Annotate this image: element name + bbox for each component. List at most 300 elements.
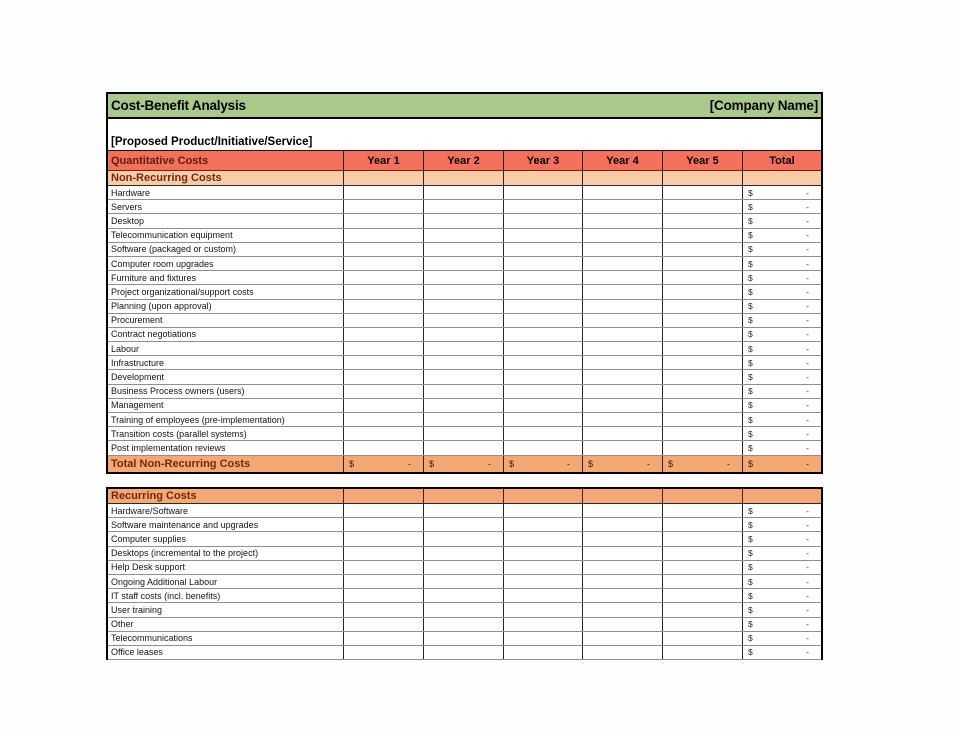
year-3-value-cell[interactable] [504,399,583,412]
year-4-value-cell[interactable] [583,618,663,631]
year-4-value-cell[interactable] [583,229,663,242]
year-1-value-cell[interactable] [344,532,424,545]
year-3-value-cell[interactable] [504,257,583,270]
currency-symbol: $ [748,286,753,297]
total-value-cell[interactable] [743,589,821,602]
year-3-value-cell[interactable] [504,603,583,616]
year-3-value-cell[interactable] [504,314,583,327]
year-2-value-cell[interactable] [424,385,504,398]
year-1-value-cell[interactable] [344,518,424,531]
currency-symbol: $ [748,201,753,212]
section-header-recurring [108,489,821,504]
table-row [108,385,821,399]
total-value-cell[interactable] [743,532,821,545]
table-row [108,356,821,370]
total-value-cell[interactable] [743,314,821,327]
year-1-value-cell[interactable] [344,370,424,383]
year-3-value-cell[interactable] [504,328,583,341]
table-row [108,547,821,561]
amount-dash: - [567,458,570,469]
amount-dash: - [806,272,809,283]
total-value-cell[interactable] [743,603,821,616]
total-year-5-cell[interactable] [663,456,743,472]
total-value-cell[interactable] [743,200,821,213]
year-4-value-cell[interactable] [583,257,663,270]
year-5-value-cell[interactable] [663,603,743,616]
currency-symbol: $ [748,187,753,198]
total-value-cell[interactable] [743,257,821,270]
amount-dash: - [647,458,650,469]
year-5-value-cell[interactable] [663,214,743,227]
column-header-year-5: Year 5 [663,151,743,170]
year-5-value-cell[interactable] [663,385,743,398]
year-2-value-cell[interactable] [424,314,504,327]
year-3-value-cell[interactable] [504,370,583,383]
year-1-value-cell[interactable] [344,385,424,398]
table-row [108,575,821,589]
year-5-value-cell[interactable] [663,314,743,327]
year-5-value-cell[interactable] [663,618,743,631]
empty-cell [743,489,821,503]
year-3-value-cell[interactable] [504,385,583,398]
year-1-value-cell[interactable] [344,575,424,588]
total-value-cell[interactable] [743,214,821,227]
total-non-recurring-row [108,456,821,472]
year-2-value-cell[interactable] [424,646,504,659]
table-row [108,271,821,285]
year-3-value-cell[interactable] [504,589,583,602]
currency-symbol: $ [748,272,753,283]
empty-cell [583,489,663,503]
currency-symbol: $ [588,458,594,469]
currency-symbol: $ [748,505,753,516]
table-row [108,243,821,257]
amount-dash: - [408,458,411,469]
column-header-total: Total [769,154,795,167]
year-1-value-cell[interactable] [344,214,424,227]
row-label: Office leases [108,646,344,659]
total-value-cell[interactable] [743,328,821,341]
row-label: Contract negotiations [108,328,344,341]
total-value-cell[interactable] [743,547,821,560]
currency-symbol: $ [748,604,753,615]
year-5-value-cell[interactable] [663,589,743,602]
year-2-value-cell[interactable] [424,342,504,355]
year-3-value-cell[interactable] [504,575,583,588]
year-2-value-cell[interactable] [424,285,504,298]
year-2-value-cell[interactable] [424,200,504,213]
amount-dash: - [806,505,809,516]
year-1-value-cell[interactable] [344,441,424,454]
year-2-value-cell[interactable] [424,328,504,341]
year-3-value-cell[interactable] [504,547,583,560]
year-2-value-cell[interactable] [424,413,504,426]
currency-symbol: $ [748,258,753,269]
total-value-cell[interactable] [743,271,821,284]
year-5-value-cell[interactable] [663,328,743,341]
amount-dash: - [806,576,809,587]
amount-dash: - [806,315,809,326]
row-label: Other [108,618,344,631]
empty-cell [663,489,743,503]
year-5-value-cell[interactable] [663,271,743,284]
year-3-value-cell[interactable] [504,229,583,242]
year-1-value-cell[interactable] [344,186,424,199]
column-header-year-1: Year 1 [344,151,424,170]
row-label: Procurement [108,314,344,327]
year-3-value-cell[interactable] [504,646,583,659]
year-2-value-cell[interactable] [424,504,504,517]
empty-cell [424,171,504,185]
year-5-value-cell[interactable] [663,285,743,298]
amount-dash: - [806,619,809,630]
year-5-value-cell[interactable] [663,413,743,426]
year-1-value-cell[interactable] [344,561,424,574]
year-4-value-cell[interactable] [583,561,663,574]
year-2-value-cell[interactable] [424,603,504,616]
year-2-value-cell[interactable] [424,589,504,602]
total-year-3-cell[interactable] [504,456,583,472]
year-1-value-cell[interactable] [344,229,424,242]
year-2-value-cell[interactable] [424,271,504,284]
amount-dash: - [806,414,809,425]
total-value-cell[interactable] [743,342,821,355]
currency-symbol: $ [748,442,753,453]
year-4-value-cell[interactable] [583,356,663,369]
row-label: Ongoing Additional Labour [108,575,344,588]
year-4-value-cell[interactable] [583,243,663,256]
currency-symbol: $ [748,315,753,326]
row-label: Telecommunications [108,632,344,645]
currency-symbol: $ [748,343,753,354]
row-label: Hardware [108,186,344,199]
column-header-row [108,151,821,171]
year-4-value-cell[interactable] [583,399,663,412]
table-row [108,399,821,413]
year-3-value-cell[interactable] [504,504,583,517]
amount-dash: - [806,533,809,544]
total-value-cell[interactable] [743,427,821,440]
year-5-value-cell[interactable] [663,632,743,645]
total-value-cell[interactable] [743,413,821,426]
year-2-value-cell[interactable] [424,547,504,560]
table-row [108,328,821,342]
currency-symbol: $ [349,458,355,469]
total-value-cell[interactable] [743,646,821,659]
total-value-cell[interactable] [743,385,821,398]
total-value-cell[interactable] [743,632,821,645]
empty-cell [344,489,424,503]
year-2-value-cell[interactable] [424,399,504,412]
column-header-quantitative-costs: Quantitative Costs [108,151,344,170]
year-2-value-cell[interactable] [424,532,504,545]
year-3-value-cell[interactable] [504,618,583,631]
year-3-value-cell[interactable] [504,300,583,313]
currency-symbol: $ [748,357,753,368]
row-label: Computer supplies [108,532,344,545]
amount-dash: - [806,372,809,383]
row-label: Telecommunication equipment [108,229,344,242]
table-row [108,200,821,214]
year-1-value-cell[interactable] [344,356,424,369]
year-4-value-cell[interactable] [583,300,663,313]
year-5-value-cell[interactable] [663,441,743,454]
year-5-value-cell[interactable] [663,370,743,383]
total-value-cell[interactable] [743,186,821,199]
year-3-value-cell[interactable] [504,427,583,440]
currency-symbol: $ [748,301,753,312]
empty-cell [344,171,424,185]
year-4-value-cell[interactable] [583,314,663,327]
year-1-value-cell[interactable] [344,300,424,313]
year-3-value-cell[interactable] [504,271,583,284]
year-1-value-cell[interactable] [344,271,424,284]
year-1-value-cell[interactable] [344,589,424,602]
year-3-value-cell[interactable] [504,518,583,531]
row-label: Management [108,399,344,412]
year-4-value-cell[interactable] [583,271,663,284]
year-3-value-cell[interactable] [504,413,583,426]
year-2-value-cell[interactable] [424,618,504,631]
total-value-cell[interactable] [743,441,821,454]
year-5-value-cell[interactable] [663,547,743,560]
year-4-value-cell[interactable] [583,328,663,341]
year-3-value-cell[interactable] [504,561,583,574]
empty-cell [424,489,504,503]
row-label: Furniture and fixtures [108,271,344,284]
year-4-value-cell[interactable] [583,200,663,213]
table-row [108,186,821,200]
year-4-value-cell[interactable] [583,632,663,645]
year-2-value-cell[interactable] [424,370,504,383]
total-value-cell[interactable] [743,243,821,256]
total-value-cell[interactable] [743,300,821,313]
year-5-value-cell[interactable] [663,257,743,270]
year-4-value-cell[interactable] [583,575,663,588]
row-label: Servers [108,200,344,213]
year-2-value-cell[interactable] [424,356,504,369]
total-year-1-cell[interactable] [344,456,424,472]
year-3-value-cell[interactable] [504,200,583,213]
year-2-value-cell[interactable] [424,214,504,227]
year-3-value-cell[interactable] [504,356,583,369]
total-value-cell[interactable] [743,518,821,531]
year-3-value-cell[interactable] [504,243,583,256]
recurring-costs-table [106,487,823,660]
total-value-cell[interactable] [743,370,821,383]
year-2-value-cell[interactable] [424,186,504,199]
subtitle-row [108,119,821,151]
row-label: IT staff costs (incl. benefits) [108,589,344,602]
empty-cell [583,171,663,185]
table-row [108,314,821,328]
year-2-value-cell[interactable] [424,518,504,531]
row-label: Desktop [108,214,344,227]
year-3-value-cell[interactable] [504,532,583,545]
year-1-value-cell[interactable] [344,257,424,270]
year-1-value-cell[interactable] [344,504,424,517]
currency-symbol: $ [748,533,753,544]
year-1-value-cell[interactable] [344,413,424,426]
total-year-4-cell[interactable] [583,456,663,472]
year-5-value-cell[interactable] [663,342,743,355]
company-name-placeholder[interactable]: [Company Name] [709,98,818,113]
amount-dash: - [806,286,809,297]
year-4-value-cell[interactable] [583,427,663,440]
year-1-value-cell[interactable] [344,243,424,256]
year-4-value-cell[interactable] [583,441,663,454]
year-5-value-cell[interactable] [663,575,743,588]
year-4-value-cell[interactable] [583,589,663,602]
section-header-non-recurring [108,171,821,186]
table-row [108,504,821,518]
total-value-cell[interactable] [743,561,821,574]
year-2-value-cell[interactable] [424,229,504,242]
currency-symbol: $ [668,458,674,469]
row-label: Help Desk support [108,561,344,574]
amount-dash: - [806,230,809,241]
year-4-value-cell[interactable] [583,285,663,298]
currency-symbol: $ [748,329,753,340]
product-subtitle-placeholder[interactable]: [Proposed Product/Initiative/Service] [111,136,313,148]
year-5-value-cell[interactable] [663,200,743,213]
year-5-value-cell[interactable] [663,300,743,313]
amount-dash: - [806,442,809,453]
total-row-label: Total Non-Recurring Costs [108,456,344,472]
table-row [108,413,821,427]
total-value-cell[interactable] [743,575,821,588]
year-4-value-cell[interactable] [583,385,663,398]
year-4-value-cell[interactable] [583,342,663,355]
year-3-value-cell[interactable] [504,285,583,298]
total-value-cell[interactable] [743,618,821,631]
year-2-value-cell[interactable] [424,575,504,588]
year-1-value-cell[interactable] [344,285,424,298]
year-3-value-cell[interactable] [504,214,583,227]
year-4-value-cell[interactable] [583,518,663,531]
currency-symbol: $ [748,619,753,630]
currency-symbol: $ [748,215,753,226]
year-5-value-cell[interactable] [663,229,743,242]
amount-dash: - [806,604,809,615]
year-4-value-cell[interactable] [583,370,663,383]
year-4-value-cell[interactable] [583,646,663,659]
year-5-value-cell[interactable] [663,646,743,659]
year-5-value-cell[interactable] [663,427,743,440]
year-2-value-cell[interactable] [424,243,504,256]
year-2-value-cell[interactable] [424,427,504,440]
year-4-value-cell[interactable] [583,603,663,616]
amount-dash: - [727,458,730,469]
amount-dash: - [806,386,809,397]
column-header-year-3: Year 3 [504,151,583,170]
total-value-cell[interactable] [743,504,821,517]
year-4-value-cell[interactable] [583,504,663,517]
year-1-value-cell[interactable] [344,547,424,560]
table-row [108,342,821,356]
year-3-value-cell[interactable] [504,186,583,199]
total-value-cell[interactable] [743,399,821,412]
year-1-value-cell[interactable] [344,342,424,355]
year-2-value-cell[interactable] [424,300,504,313]
row-label: Development [108,370,344,383]
amount-dash: - [806,301,809,312]
currency-symbol: $ [748,590,753,601]
year-3-value-cell[interactable] [504,441,583,454]
year-5-value-cell[interactable] [663,399,743,412]
year-4-value-cell[interactable] [583,413,663,426]
total-value-cell[interactable] [743,229,821,242]
year-2-value-cell[interactable] [424,257,504,270]
empty-cell [663,171,743,185]
year-1-value-cell[interactable] [344,618,424,631]
amount-dash: - [806,244,809,255]
amount-dash: - [806,647,809,658]
amount-dash: - [806,428,809,439]
total-grand-cell[interactable] [743,456,821,472]
year-2-value-cell[interactable] [424,441,504,454]
year-5-value-cell[interactable] [663,356,743,369]
row-label: Transition costs (parallel systems) [108,427,344,440]
year-5-value-cell[interactable] [663,561,743,574]
year-5-value-cell[interactable] [663,186,743,199]
total-value-cell[interactable] [743,285,821,298]
currency-symbol: $ [429,458,435,469]
table-row [108,518,821,532]
empty-cell [504,489,583,503]
year-4-value-cell[interactable] [583,186,663,199]
year-1-value-cell[interactable] [344,314,424,327]
row-label: Hardware/Software [108,504,344,517]
year-5-value-cell[interactable] [663,243,743,256]
year-2-value-cell[interactable] [424,561,504,574]
amount-dash: - [806,519,809,530]
non-recurring-rows [108,186,821,456]
year-4-value-cell[interactable] [583,532,663,545]
year-5-value-cell[interactable] [663,518,743,531]
empty-cell [504,171,583,185]
year-3-value-cell[interactable] [504,342,583,355]
total-year-2-cell[interactable] [424,456,504,472]
table-row [108,285,821,299]
year-1-value-cell[interactable] [344,603,424,616]
total-value-cell[interactable] [743,356,821,369]
year-1-value-cell[interactable] [344,328,424,341]
amount-dash: - [806,201,809,212]
year-1-value-cell[interactable] [344,632,424,645]
row-label: Project organizational/support costs [108,285,344,298]
year-4-value-cell[interactable] [583,214,663,227]
year-2-value-cell[interactable] [424,632,504,645]
year-1-value-cell[interactable] [344,399,424,412]
amount-dash: - [806,548,809,559]
cost-benefit-table [106,92,823,474]
amount-dash: - [806,633,809,644]
amount-dash: - [806,215,809,226]
year-1-value-cell[interactable] [344,646,424,659]
year-4-value-cell[interactable] [583,547,663,560]
year-1-value-cell[interactable] [344,200,424,213]
currency-symbol: $ [748,230,753,241]
year-3-value-cell[interactable] [504,632,583,645]
currency-symbol: $ [748,633,753,644]
recurring-rows [108,504,821,660]
year-5-value-cell[interactable] [663,504,743,517]
table-row [108,646,821,660]
year-5-value-cell[interactable] [663,532,743,545]
year-1-value-cell[interactable] [344,427,424,440]
currency-symbol: $ [748,414,753,425]
